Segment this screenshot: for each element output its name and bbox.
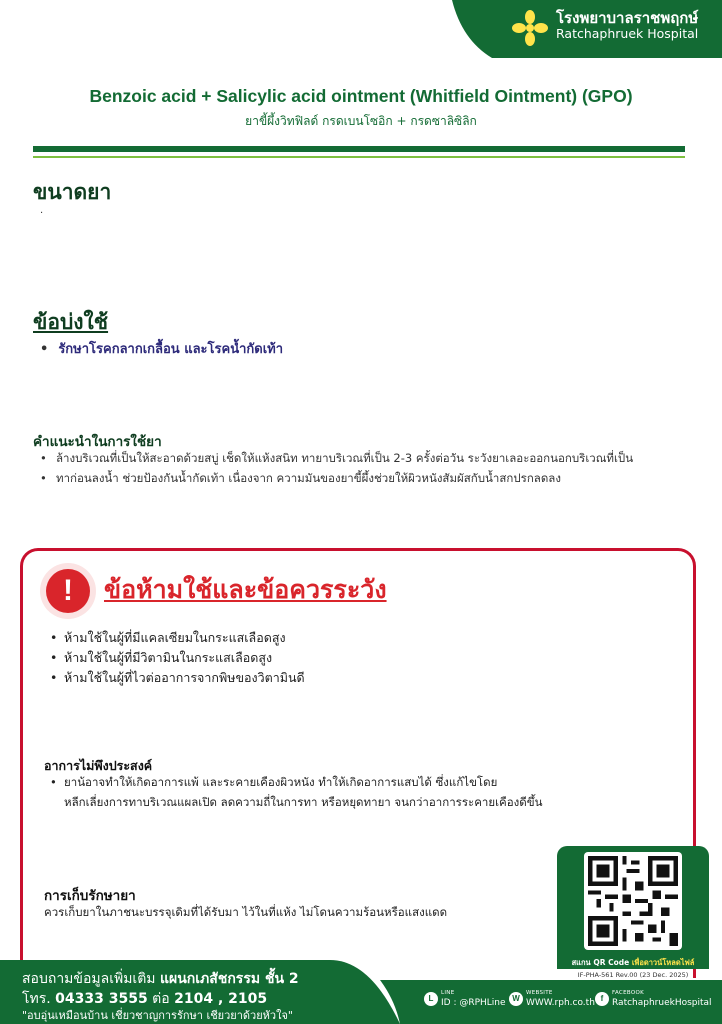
hospital-name-en: Ratchaphruek Hospital <box>556 26 699 42</box>
instructions-list <box>40 448 710 488</box>
facebook-icon: f <box>595 992 609 1006</box>
facebook-label: FACEBOOK <box>612 990 644 996</box>
bullet: • <box>40 342 49 357</box>
hospital-name <box>556 10 698 42</box>
contraindication-text: ห้ามใช้ในผู้ที่ไวต่ออาการจากพิษของวิตามินดี <box>64 670 305 685</box>
bullet: • <box>50 670 58 685</box>
qr-caption-b: QR Code <box>593 958 630 967</box>
list-item <box>50 628 305 648</box>
bullet: • <box>50 630 58 645</box>
document-number: IF-PHA-561 Rev.00 (23 Dec. 2025) <box>577 971 689 979</box>
hospital-logo-icon <box>510 10 550 46</box>
qr-caption-c: เพื่อดาวน์โหลดไฟล์ <box>631 958 695 967</box>
instruction-text: ล้างบริเวณที่เป็นให้สะอาดด้วยสบู่ เช็ดให้แห้งสนิท ทายาบริเวณที่เป็น 2-3 ครั้งต่อวัน ระวังยาเลอะออกนอกบริเวณที่เป็น <box>56 451 634 465</box>
divider-thick <box>33 146 685 152</box>
dosage-bullet: · <box>40 208 44 219</box>
hospital-name-th: โรงพยาบาลราชพฤกษ์ <box>556 9 699 27</box>
adverse-heading: อาการไม่พึงประสงค์ <box>44 758 153 773</box>
list-item <box>50 668 305 688</box>
divider-thin <box>33 156 685 158</box>
list-item <box>50 648 305 668</box>
adverse-line-2: หลีกเลี่ยงการทาบริเวณแผลเปิด ลดความถี่ในการทา หรือหยุดทายา จนกว่าอาการระคายเคืองดีขึ้น <box>64 795 543 809</box>
footer-department: แผนกเภสัชกรรม ชั้น 2 <box>160 971 299 987</box>
indication-item <box>40 338 283 359</box>
drug-title: Benzoic acid + Salicylic acid ointment (Whitfield Ointment) (GPO) <box>89 86 633 106</box>
footer-slogan: "อบอุ่นเหมือนบ้าน เชี่ยวชาญการรักษา เชียวยาด้วยหัวใจ" <box>22 1009 293 1022</box>
drug-subtitle: ยาขี้ผึ้งวิทฟิลด์ กรดเบนโซอิก + กรดซาลิซิลิก <box>245 114 477 128</box>
contraindication-text: ห้ามใช้ในผู้ที่มีวิตามินในกระแสเลือดสูง <box>64 650 273 665</box>
phone-label: โทร. <box>22 991 51 1007</box>
facebook-page: RatchaphruekHospital <box>612 998 712 1008</box>
adverse-line-1: ยาน้อาจทำให้เกิดอาการแพ้ และระคายเคืองผิวหนัง ทำให้เกิดอาการแสบได้ ซึ่งแก้ไขโดย <box>64 775 498 789</box>
storage-text: ควรเก็บยาในภาชนะบรรจุเดิมที่ได้รับมา ไว้ในที่แห้ง ไม่โดนความร้อนหรือแสงแดด <box>44 905 448 919</box>
storage-heading: การเก็บรักษายา <box>44 888 136 904</box>
adverse-text <box>50 772 542 812</box>
globe-icon: W <box>509 992 523 1006</box>
website-label: WEBSITE <box>526 990 553 996</box>
bullet: • <box>40 471 47 485</box>
instruction-text: ทาก่อนลงน้ำ ช่วยป้องกันน้ำกัดเท้า เนื่องจาก ความมันของยาขี้ผึ้งช่วยให้ผิวหนังสัมผัสกับน้ำสกปรกลดลง <box>56 471 561 485</box>
qr-code-icon <box>588 856 678 946</box>
phone-number[interactable]: 04333 3555 <box>55 991 148 1007</box>
warning-heading: ข้อห้ามใช้และข้อควรระวัง <box>104 575 387 604</box>
contraindication-text: ห้ามใช้ในผู้ที่มีแคลเซียมในกระแสเลือดสูง <box>64 630 286 645</box>
list-item <box>40 468 710 488</box>
bullet: • <box>40 451 47 465</box>
exclamation-icon: ! <box>46 569 90 613</box>
dosage-heading: ขนาดยา <box>33 180 112 204</box>
qr-caption-a: สแกน <box>571 958 591 967</box>
website-url: WWW.rph.co.th <box>526 998 595 1008</box>
bullet: • <box>50 650 58 665</box>
indication-text: รักษาโรคกลากเกลื้อน และโรคน้ำกัดเท้า <box>58 342 284 357</box>
line-icon: L <box>424 992 438 1006</box>
footer-contact <box>22 968 299 990</box>
instructions-heading: คำแนะนำในการใช้ยา <box>33 434 162 450</box>
list-item <box>40 448 710 468</box>
contraindication-list <box>50 628 305 688</box>
extension-label: ต่อ <box>152 991 170 1007</box>
bullet: • <box>50 775 57 789</box>
line-id: ID : @RPHLine <box>441 998 506 1008</box>
indication-heading: ข้อบ่งใช้ <box>33 310 109 334</box>
qr-code[interactable] <box>584 852 682 950</box>
footer-contact-label: สอบถามข้อมูลเพิ่มเติม <box>22 971 156 987</box>
extension-number: 2104 , 2105 <box>174 991 268 1007</box>
line-label: LINE <box>441 990 455 996</box>
